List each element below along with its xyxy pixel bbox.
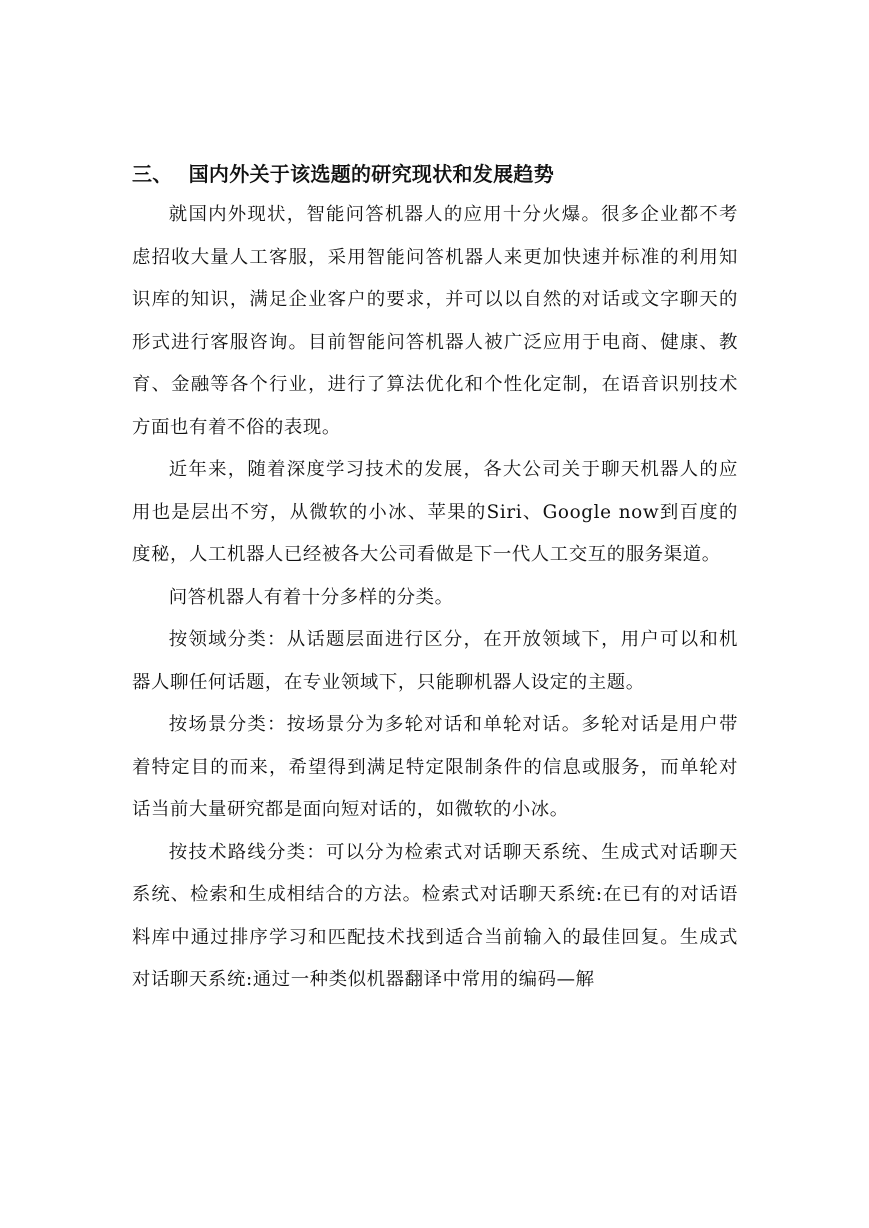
paragraph-recent-development: 近年来，随着深度学习技术的发展，各大公司关于聊天机器人的应用也是层出不穷，从微软的小冰、苹果的Siri、Google now到百度的度秘，人工机器人已经被各大公司看做是下一代人工交互的服务渠道。 [132, 459, 738, 565]
paragraph-scenario-classification: 按场景分类：按场景分为多轮对话和单轮对话。多轮对话是用户带着特定目的而来，希望得到满足特定限制条件的信息或服务，而单轮对话当前大量研究都是面向短对话的，如微软的小冰。 [132, 714, 738, 820]
body-text [132, 194, 738, 1002]
paragraph-classification-intro: 问答机器人有着十分多样的分类。 [168, 586, 454, 608]
section-number: 三、 [132, 162, 173, 186]
section-title: 国内外关于该选题的研究现状和发展趋势 [188, 162, 555, 186]
paragraph-current-status: 就国内外现状，智能问答机器人的应用十分火爆。很多企业都不考虑招收大量人工客服，采用智能问答机器人来更加快速并标准的利用知识库的知识，满足企业客户的要求，并可以以自然的对话或文字聊天的形式进行客服咨询。目前智能问答机器人被广泛应用于电商、健康、教育、金融等各个行业，进行了算法优化和个性化定制，在语音识别技术方面也有着不俗的表现。 [132, 204, 738, 438]
section-heading [132, 158, 554, 190]
paragraph-technical-classification: 按技术路线分类：可以分为检索式对话聊天系统、生成式对话聊天系统、检索和生成相结合的方法。检索式对话聊天系统:在已有的对话语料库中通过排序学习和匹配技术找到适合当前输入的最佳回复。生成式对话聊天系统:通过一种类似机器翻译中常用的编码—解 [132, 841, 738, 990]
paragraph-domain-classification: 按领域分类：从话题层面进行区分，在开放领域下，用户可以和机器人聊任何话题，在专业领域下，只能聊机器人设定的主题。 [132, 629, 738, 693]
